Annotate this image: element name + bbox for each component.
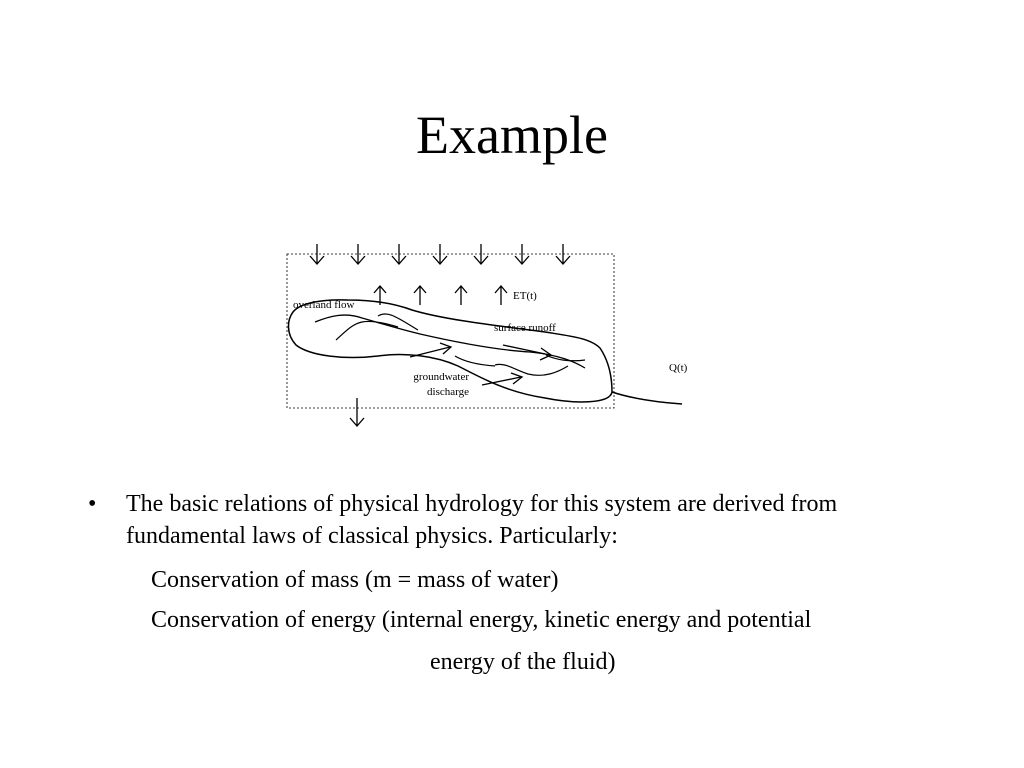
conservation-of-energy-continuation: energy of the fluid) bbox=[430, 649, 616, 675]
groundwater-label-line1: groundwater bbox=[413, 371, 469, 383]
outflow-label: Q(t) bbox=[669, 362, 688, 374]
bullet-text: The basic relations of physical hydrology for this system are derived from fundamental laws of classical physics. Particularly: bbox=[126, 491, 838, 549]
groundwater-arrow bbox=[482, 373, 522, 385]
surface-runoff-label: surface runoff bbox=[494, 322, 556, 334]
et-arrow bbox=[414, 286, 426, 305]
groundwater-arrow bbox=[410, 343, 451, 357]
outflow-channel bbox=[612, 392, 682, 404]
slide-title: Example bbox=[416, 105, 608, 165]
evapotranspiration-arrows bbox=[374, 286, 507, 305]
overland-flow-label: overland flow bbox=[293, 299, 355, 311]
tributary-line bbox=[378, 314, 418, 330]
tributary-line bbox=[336, 321, 398, 340]
conservation-of-energy-line: Conservation of energy (internal energy, kinetic energy and potential bbox=[151, 607, 812, 633]
et-arrow bbox=[455, 286, 467, 305]
deep-percolation-arrow bbox=[350, 398, 364, 426]
groundwater-label-line2: discharge bbox=[427, 386, 469, 398]
surface-runoff-arrow bbox=[503, 345, 551, 360]
et-arrow bbox=[495, 286, 507, 305]
system-boundary-box bbox=[287, 254, 614, 408]
conservation-of-mass-line: Conservation of mass (m = mass of water) bbox=[151, 567, 559, 593]
precipitation-arrow bbox=[351, 244, 365, 264]
et-label: ET(t) bbox=[513, 290, 537, 302]
tributary-line bbox=[455, 356, 495, 366]
bullet-symbol: • bbox=[88, 491, 97, 517]
precipitation-arrow bbox=[515, 244, 529, 264]
tributary-line bbox=[495, 364, 568, 375]
